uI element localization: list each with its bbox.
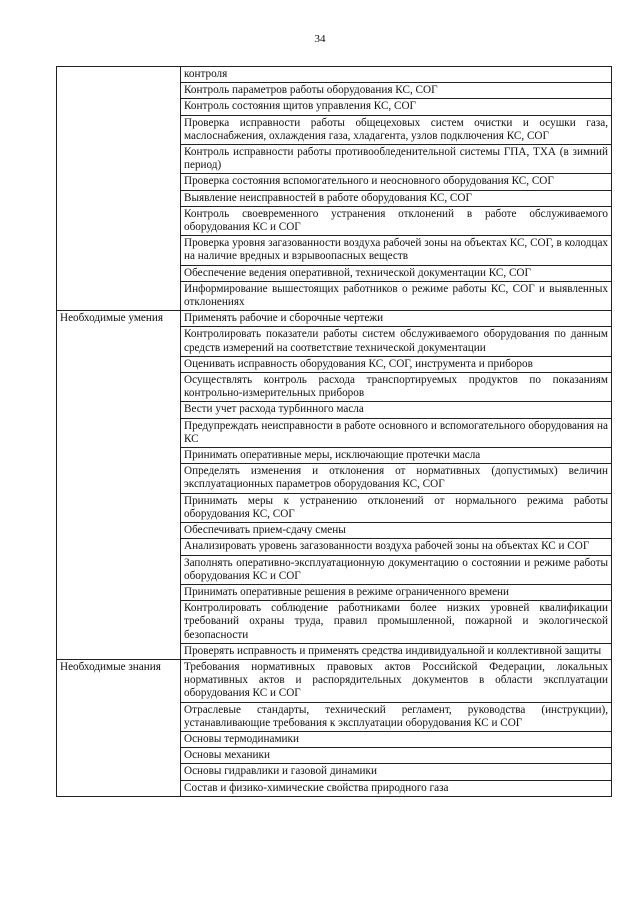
table-cell: Проверка состояния вспомогательного и неосновного оборудования КС, СОГ — [181, 174, 612, 190]
table-cell: Обеспечение ведения оперативной, технической документации КС, СОГ — [181, 265, 612, 281]
table-cell: Заполнять оперативно-эксплуатационную документацию о состоянии и режиме работы оборудования КС и СОГ — [181, 555, 612, 584]
table-cell: Предупреждать неисправности в работе основного и вспомогательного оборудования на КС — [181, 418, 612, 447]
table-cell: Основы механики — [181, 748, 612, 764]
table-cell: Контроль параметров работы оборудования КС, СОГ — [181, 83, 612, 99]
table-cell: Состав и физико-химические свойства природного газа — [181, 780, 612, 796]
table-cell: Принимать меры к устранению отклонений от нормального режима работы оборудования КС, СОГ — [181, 493, 612, 522]
table-row — [57, 311, 612, 327]
table-cell: Обеспечивать прием-сдачу смены — [181, 523, 612, 539]
table-cell: Принимать оперативные решения в режиме ограниченного времени — [181, 584, 612, 600]
table-cell: Осуществлять контроль расхода транспортируемых продуктов по показаниям контрольно-измерительных приборов — [181, 373, 612, 402]
table-cell: Определять изменения и отклонения от нормативных (допустимых) величин эксплуатационных параметров оборудования КС, СОГ — [181, 464, 612, 493]
table-row — [57, 67, 612, 83]
table-cell: Основы термодинамики — [181, 731, 612, 747]
table-row — [57, 659, 612, 702]
table-cell: Оценивать исправность оборудования КС, СОГ, инструмента и приборов — [181, 356, 612, 372]
page-number: 34 — [314, 33, 326, 45]
table-cell: Вести учет расхода турбинного масла — [181, 402, 612, 418]
table-cell: Контроль своевременного устранения отклонений в работе обслуживаемого оборудования КС и СОГ — [181, 206, 612, 235]
table-cell: Проверять исправность и применять средства индивидуальной и коллективной защиты — [181, 643, 612, 659]
section-label: Необходимые умения — [57, 311, 181, 660]
qualification-table — [56, 66, 612, 797]
table-cell: Контроль состояния щитов управления КС, СОГ — [181, 99, 612, 115]
table-cell: Контролировать соблюдение работниками более низких уровней квалификации требований охраны труда, правил промышленной, пожарной и экологической безопасности — [181, 601, 612, 644]
table-cell: Отраслевые стандарты, технический регламент, руководства (инструкции), устанавливающие требования к эксплуатации оборудования КС и СОГ — [181, 702, 612, 731]
table-cell: Контроль исправности работы противообледенительной системы ГПА, ТХА (в зимний период) — [181, 145, 612, 174]
table-cell: Выявление неисправностей в работе оборудования КС, СОГ — [181, 190, 612, 206]
table-cell: Применять рабочие и сборочные чертежи — [181, 311, 612, 327]
table-cell: Проверка уровня загазованности воздуха рабочей зоны на объектах КС, СОГ, в колодцах на наличие вредных и взрывоопасных веществ — [181, 236, 612, 265]
table-cell: Требования нормативных правовых актов Российской Федерации, локальных нормативных актов и распорядительных документов в области эксплуатации оборудования КС и СОГ — [181, 659, 612, 702]
table-cell: Анализировать уровень загазованности воздуха рабочей зоны на объектах КС и СОГ — [181, 539, 612, 555]
table-cell: Проверка исправности работы общецеховых систем очистки и осушки газа, маслоснабжения, охлаждения газа, хладагента, узлов подключения КС, СОГ — [181, 115, 612, 144]
table-cell: Информирование вышестоящих работников о режиме работы КС, СОГ и выявленных отклонениях — [181, 281, 612, 310]
table-cell: Контролировать показатели работы систем обслуживаемого оборудования по данным средств измерений на соответствие технической документации — [181, 327, 612, 356]
table-cell: Основы гидравлики и газовой динамики — [181, 764, 612, 780]
table-cell: Принимать оперативные меры, исключающие протечки масла — [181, 448, 612, 464]
section-label — [57, 67, 181, 311]
section-label: Необходимые знания — [57, 659, 181, 796]
table-cell: контроля — [181, 67, 612, 83]
